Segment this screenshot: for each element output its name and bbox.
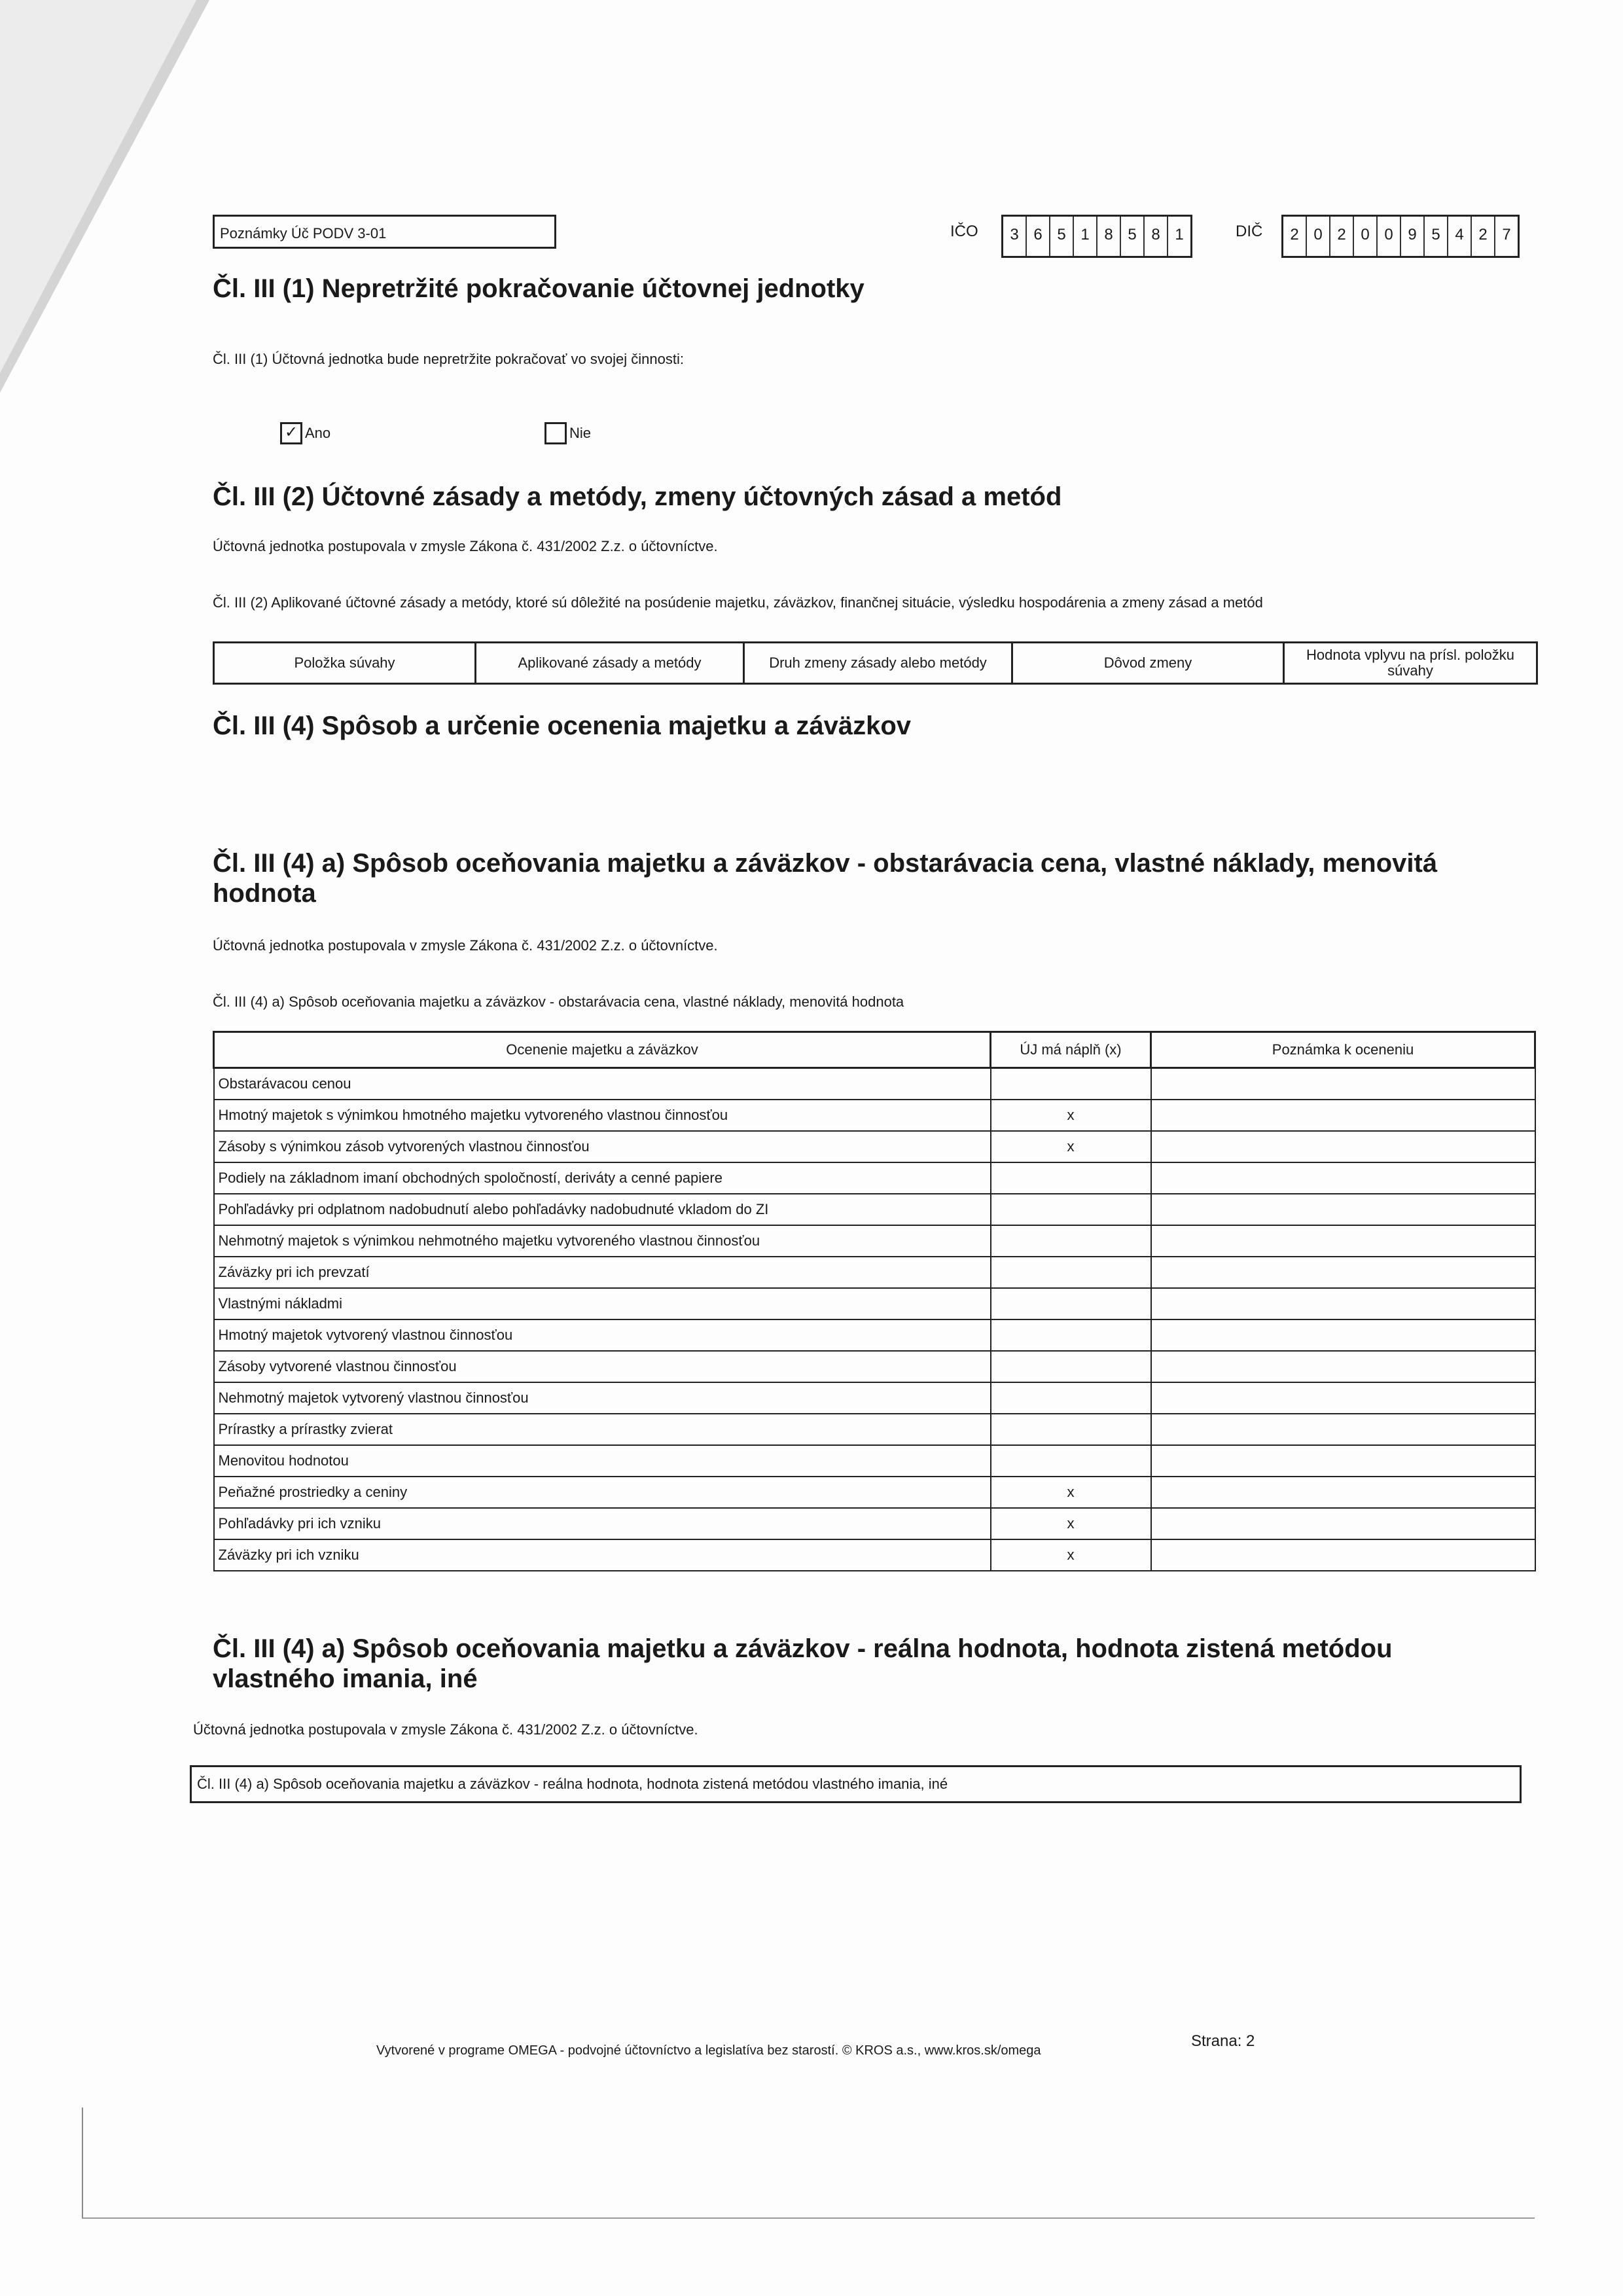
table-row [214,1445,1535,1477]
table-row [214,1477,1535,1508]
scan-edge-line [82,2108,83,2219]
s4b-text1: Účtovná jednotka postupovala v zmysle Zákona č. 431/2002 Z.z. o účtovníctve. [193,1721,698,1738]
digit-cell: 0 [1354,217,1378,256]
row-mark [991,1225,1151,1257]
section-title-4b: Čl. III (4) a) Spôsob oceňovania majetku a záväzkov - reálna hodnota, hodnota zistená metódou vlastného imania, iné [213,1634,1393,1693]
col-header: Poznámka k oceneniu [1151,1032,1535,1068]
row-note [1151,1414,1535,1445]
s4a-text1: Účtovná jednotka postupovala v zmysle Zákona č. 431/2002 Z.z. o účtovníctve. [213,937,718,954]
row-note [1151,1194,1535,1225]
table-row [214,1288,1535,1319]
table-row [214,1068,1535,1100]
row-note [1151,1539,1535,1571]
ico-label: IČO [950,223,978,240]
digit-cell: 5 [1121,217,1145,256]
row-note [1151,1225,1535,1257]
dic-label: DIČ [1236,223,1263,240]
scan-edge-line [82,2217,1535,2219]
table-row [214,1257,1535,1288]
row-mark [991,1414,1151,1445]
row-note [1151,1382,1535,1414]
digit-cell: 2 [1330,217,1354,256]
row-mark [991,1194,1151,1225]
folded-corner-edge [0,0,196,373]
digit-cell: 1 [1074,217,1097,256]
s4b-table [190,1765,1522,1803]
no-checkbox[interactable] [544,422,567,444]
row-note [1151,1068,1535,1100]
table-row [214,1100,1535,1131]
row-mark [991,1382,1151,1414]
row-label: Podiely na základnom imaní obchodných spoločností, deriváty a cenné papiere [214,1162,991,1194]
form-label: Poznámky Úč PODV 3-01 [213,215,556,249]
s4a-text2: Čl. III (4) a) Spôsob oceňovania majetku a záväzkov - obstarávacia cena, vlastné náklady, menovitá hodnota [213,994,904,1010]
no-label: Nie [569,425,592,441]
row-note [1151,1445,1535,1477]
no-option[interactable] [544,422,591,444]
digit-cell: 4 [1448,217,1472,256]
row-label: Záväzky pri ich vzniku [214,1539,991,1571]
s2-text1: Účtovná jednotka postupovala v zmysle Zákona č. 431/2002 Z.z. o účtovníctve. [213,538,718,554]
s1-question: Čl. III (1) Účtovná jednotka bude nepretržite pokračovať vo svojej činnosti: [213,351,684,367]
row-mark [991,1162,1151,1194]
yes-label: Ano [305,425,331,441]
yes-option[interactable] [280,422,330,444]
row-label: Prírastky a prírastky zvierat [214,1414,991,1445]
dic-digits [1281,215,1520,258]
digit-cell: 6 [1027,217,1050,256]
col-header: Aplikované zásady a metódy [476,643,744,684]
col-header: Druh zmeny zásady alebo metódy [744,643,1012,684]
ico-digits [1001,215,1192,258]
row-note [1151,1508,1535,1539]
row-note [1151,1288,1535,1319]
table-row [214,1131,1535,1162]
yes-checkbox[interactable]: ✓ [280,422,302,444]
section-title-4a: Čl. III (4) a) Spôsob oceňovania majetku a záväzkov - obstarávacia cena, vlastné náklady, menovitá hodnota [213,849,1438,908]
row-label: Vlastnými nákladmi [214,1288,991,1319]
row-label: Záväzky pri ich prevzatí [214,1257,991,1288]
table-row [214,1414,1535,1445]
digit-cell: 9 [1401,217,1425,256]
digit-cell: 5 [1425,217,1448,256]
digit-cell: 7 [1502,226,1511,243]
row-mark: x [991,1100,1151,1131]
row-mark [991,1351,1151,1382]
row-mark [991,1257,1151,1288]
row-mark: x [991,1508,1151,1539]
col-header: Dôvod zmeny [1012,643,1284,684]
section-title-1: Čl. III (1) Nepretržité pokračovanie účtovnej jednotky [213,274,865,303]
row-mark: x [991,1539,1151,1571]
row-mark: x [991,1477,1151,1508]
row-label: Nehmotný majetok s výnimkou nehmotného majetku vytvoreného vlastnou činnosťou [214,1225,991,1257]
row-label: Zásoby s výnimkou zásob vytvorených vlastnou činnosťou [214,1131,991,1162]
table-row [214,1319,1535,1351]
row-mark [991,1288,1151,1319]
row-label: Menovitou hodnotou [214,1445,991,1477]
digit-cell: 1 [1175,226,1184,243]
row-note [1151,1257,1535,1288]
page-number: Strana: 2 [1191,2032,1255,2050]
s2-table [213,641,1538,685]
col-header: Hodnota vplyvu na prísl. položku súvahy [1284,643,1537,684]
row-label: Peňažné prostriedky a ceniny [214,1477,991,1508]
table-row [214,1351,1535,1382]
row-note [1151,1162,1535,1194]
digit-cell: 0 [1378,217,1401,256]
row-label: Hmotný majetok vytvorený vlastnou činnosťou [214,1319,991,1351]
digit-cell: 3 [1003,217,1027,256]
table-row [214,1382,1535,1414]
row-mark [991,1068,1151,1100]
digit-cell: 2 [1283,217,1307,256]
row-note [1151,1351,1535,1382]
s4b-row: Čl. III (4) a) Spôsob oceňovania majetku a záväzkov - reálna hodnota, hodnota zistená metódou vlastného imania, iné [191,1767,1521,1803]
valuation-table [213,1031,1536,1571]
row-note [1151,1131,1535,1162]
digit-cell: 2 [1472,217,1495,256]
row-label: Pohľadávky pri odplatnom nadobudnutí alebo pohľadávky nadobudnuté vkladom do ZI [214,1194,991,1225]
row-mark [991,1445,1151,1477]
col-header: Položka súvahy [214,643,476,684]
row-label: Nehmotný majetok vytvorený vlastnou činnosťou [214,1382,991,1414]
row-mark: x [991,1131,1151,1162]
table-row [214,1194,1535,1225]
col-header: ÚJ má náplň (x) [991,1032,1151,1068]
s2-text2: Čl. III (2) Aplikované účtovné zásady a metódy, ktoré sú dôležité na posúdenie majetku, záväzkov, finančnej situácie, výsledku hospodárenia a zmeny zásad a metód [213,594,1263,611]
section-title-2: Čl. III (2) Účtovné zásady a metódy, zmeny účtovných zásad a metód [213,482,1062,511]
section-title-4: Čl. III (4) Spôsob a určenie ocenenia majetku a záväzkov [213,711,912,740]
row-mark [991,1319,1151,1351]
row-note [1151,1477,1535,1508]
footer-text: Vytvorené v programe OMEGA - podvojné účtovníctvo a legislatíva bez starostí. © KROS a.s., www.kros.sk/omega [376,2043,1041,2058]
digit-cell: 8 [1145,217,1168,256]
table-row [214,1225,1535,1257]
row-note [1151,1319,1535,1351]
col-header: Ocenenie majetku a záväzkov [214,1032,991,1068]
table-row [214,1162,1535,1194]
row-note [1151,1100,1535,1131]
row-label: Zásoby vytvorené vlastnou činnosťou [214,1351,991,1382]
digit-cell: 5 [1050,217,1074,256]
table-row [214,1539,1535,1571]
row-label: Pohľadávky pri ich vzniku [214,1508,991,1539]
digit-cell: 8 [1097,217,1121,256]
digit-cell: 0 [1307,217,1330,256]
row-label: Hmotný majetok s výnimkou hmotného majetku vytvoreného vlastnou činnosťou [214,1100,991,1131]
row-label: Obstarávacou cenou [214,1068,991,1100]
table-row [214,1508,1535,1539]
